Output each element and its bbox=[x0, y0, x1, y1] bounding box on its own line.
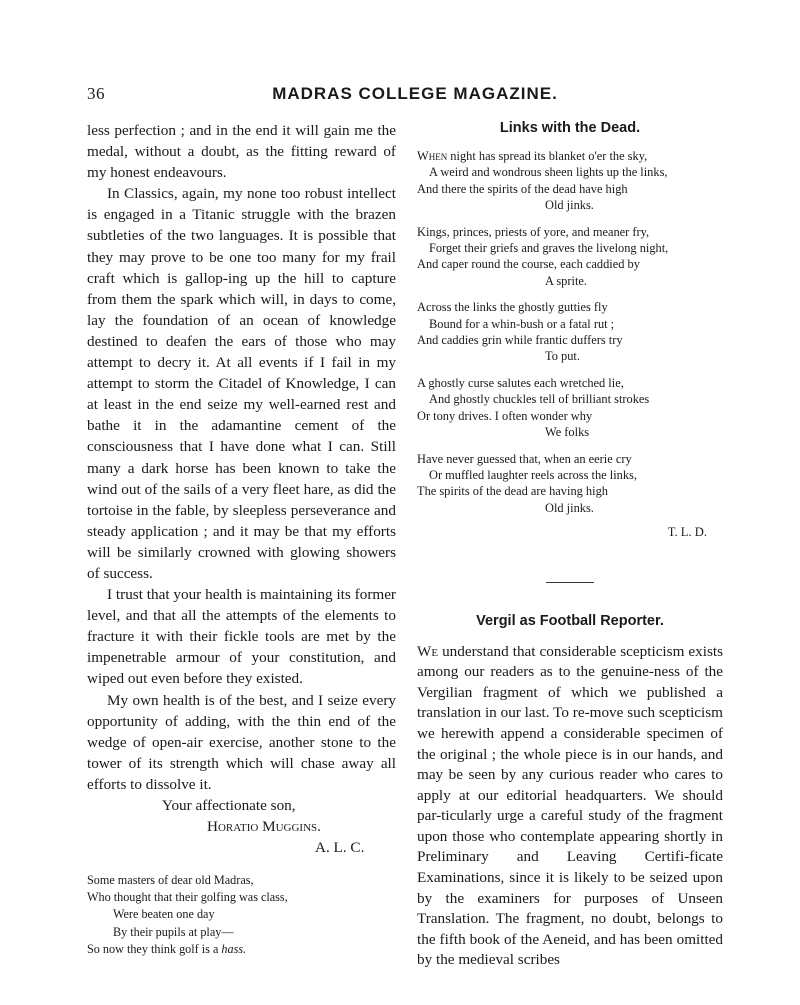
poem-line: A weird and wondrous sheen lights up the links, bbox=[429, 165, 668, 180]
stanza bbox=[417, 375, 723, 441]
article-body bbox=[417, 642, 723, 972]
article-first-word: We bbox=[417, 642, 439, 660]
poem-line: Old jinks. bbox=[545, 500, 594, 515]
article-text: understand that considerable scepticism exists among our readers as to the genuine-ness of the Vergilian fragment of which we published a translation in our last. To re-move such scepticism we herewith append a considerable specimen of the original ; the whole piece is in our hands, and may be seen by any curious reader who cares to apply at our editorial headquarters. We should par-ticularly urge a careful study of the fragment upon those who contemplate appearing shortly in Preliminary and Leaving Certifi-ficate Examinations, since it is likely to be seized upon by the examiners for purposes of Unseen Translation. The fragment, no doubt, belongs to the fifth book of the Aeneid, and has been omitted by the medieval scribes bbox=[417, 642, 723, 969]
page-number: 36 bbox=[87, 84, 105, 103]
poem-line: Or tony drives. I often wonder why bbox=[417, 408, 593, 423]
stanza bbox=[417, 224, 723, 290]
poem-line: And caper round the course, each caddied by bbox=[417, 257, 640, 272]
signature-name: Horatio Muggins. bbox=[207, 818, 321, 835]
limerick-line: Some masters of dear old Madras, bbox=[87, 873, 254, 887]
poem-line: Or muffled laughter reels across the links, bbox=[429, 467, 637, 482]
section-divider bbox=[546, 582, 594, 583]
poem-line: A ghostly curse salutes each wretched lie, bbox=[417, 375, 624, 390]
left-column bbox=[87, 120, 396, 958]
author-initials: A. L. C. bbox=[315, 839, 365, 856]
limerick-last-word: hass. bbox=[221, 941, 247, 956]
poem-line: Have never guessed that, when an eerie cry bbox=[417, 451, 632, 466]
poem-line-text: night has spread its blanket o'er the sky, bbox=[447, 149, 648, 163]
signature bbox=[87, 816, 396, 837]
poem-line: Bound for a whin-bush or a fatal rut ; bbox=[429, 316, 615, 331]
paragraph: I trust that your health is maintaining its former level, and that all the attempts of the elements to fracture it with their fickle tools are met by the impenetrable armour of your constitution, and wiped out even before they existed. bbox=[87, 586, 396, 688]
limerick-line: By their pupils at play— bbox=[113, 924, 234, 939]
poem-line: And caddies grin while frantic duffers try bbox=[417, 333, 623, 348]
poem-line: And there the spirits of the dead have high bbox=[417, 181, 628, 196]
right-column bbox=[417, 120, 723, 971]
paragraph: In Classics, again, my none too robust intellect is engaged in a Titanic struggle with the brazen subtleties of the two languages. It is possible that they may prove to be one too many for my frail craft which is gallop-ing up the hill to capture from them the spark which will, in days to come, lay the foundation of an ocean of knowledge destined to deafen the ears of those who may attempt to decry it. At all events if I fail in my attempt to storm the Citadel of Knowledge, I can at least in the end seize my well-earned rest and bathe it in the adamantine cement of the consciousness that I have done what I can. Still many a dark horse has been known to take the wind out of the sails of a very fleet hare, as did the tortoise in the fable, by sleepless perseverance and steady application ; and it may be that my efforts will be similarly crowned with glowing showers of success. bbox=[87, 185, 396, 582]
stanza bbox=[417, 148, 723, 214]
stanza bbox=[417, 299, 723, 365]
limerick-line: Were beaten one day bbox=[113, 907, 215, 922]
paragraph: My own health is of the best, and I seize every opportunity of adding, with the thin end of the wedge of open-air exercise, another stone to the tower of its strength which will chase away all efforts to dissolve it. bbox=[87, 691, 396, 793]
limerick bbox=[87, 872, 396, 958]
poem-line bbox=[417, 148, 723, 164]
poem-line: And ghostly chuckles tell of brilliant strokes bbox=[429, 392, 650, 407]
poem-line: Kings, princes, priests of yore, and meaner fry, bbox=[417, 224, 650, 239]
magazine-title: MADRAS COLLEGE MAGAZINE. bbox=[272, 84, 558, 103]
stanza bbox=[417, 451, 723, 517]
poem-line: To put. bbox=[545, 349, 580, 364]
first-word: When bbox=[417, 149, 448, 163]
poem-line: The spirits of the dead are having high bbox=[417, 484, 608, 499]
closing-line: Your affectionate son, bbox=[162, 797, 296, 814]
poem-line: We folks bbox=[545, 425, 590, 440]
limerick-line: Who thought that their golfing was class, bbox=[87, 890, 288, 905]
poem-initials: T. L. D. bbox=[667, 525, 707, 540]
poem-line: Old jinks. bbox=[545, 198, 594, 213]
poem-line: A sprite. bbox=[545, 273, 587, 288]
poem-title: Links with the Dead. bbox=[499, 120, 641, 136]
poem bbox=[417, 148, 723, 541]
paragraph: less perfection ; and in the end it will gain me the medal, without a doubt, as the fitting reward of my honest endeavours. bbox=[87, 122, 396, 182]
poem-line: Forget their griefs and graves the livelong night, bbox=[429, 241, 669, 256]
poem-line: Across the links the ghostly gutties fly bbox=[417, 300, 608, 315]
article-title: Vergil as Football Reporter. bbox=[476, 612, 664, 629]
limerick-text: So now they think golf is a bbox=[87, 941, 222, 956]
limerick-line bbox=[87, 941, 396, 958]
